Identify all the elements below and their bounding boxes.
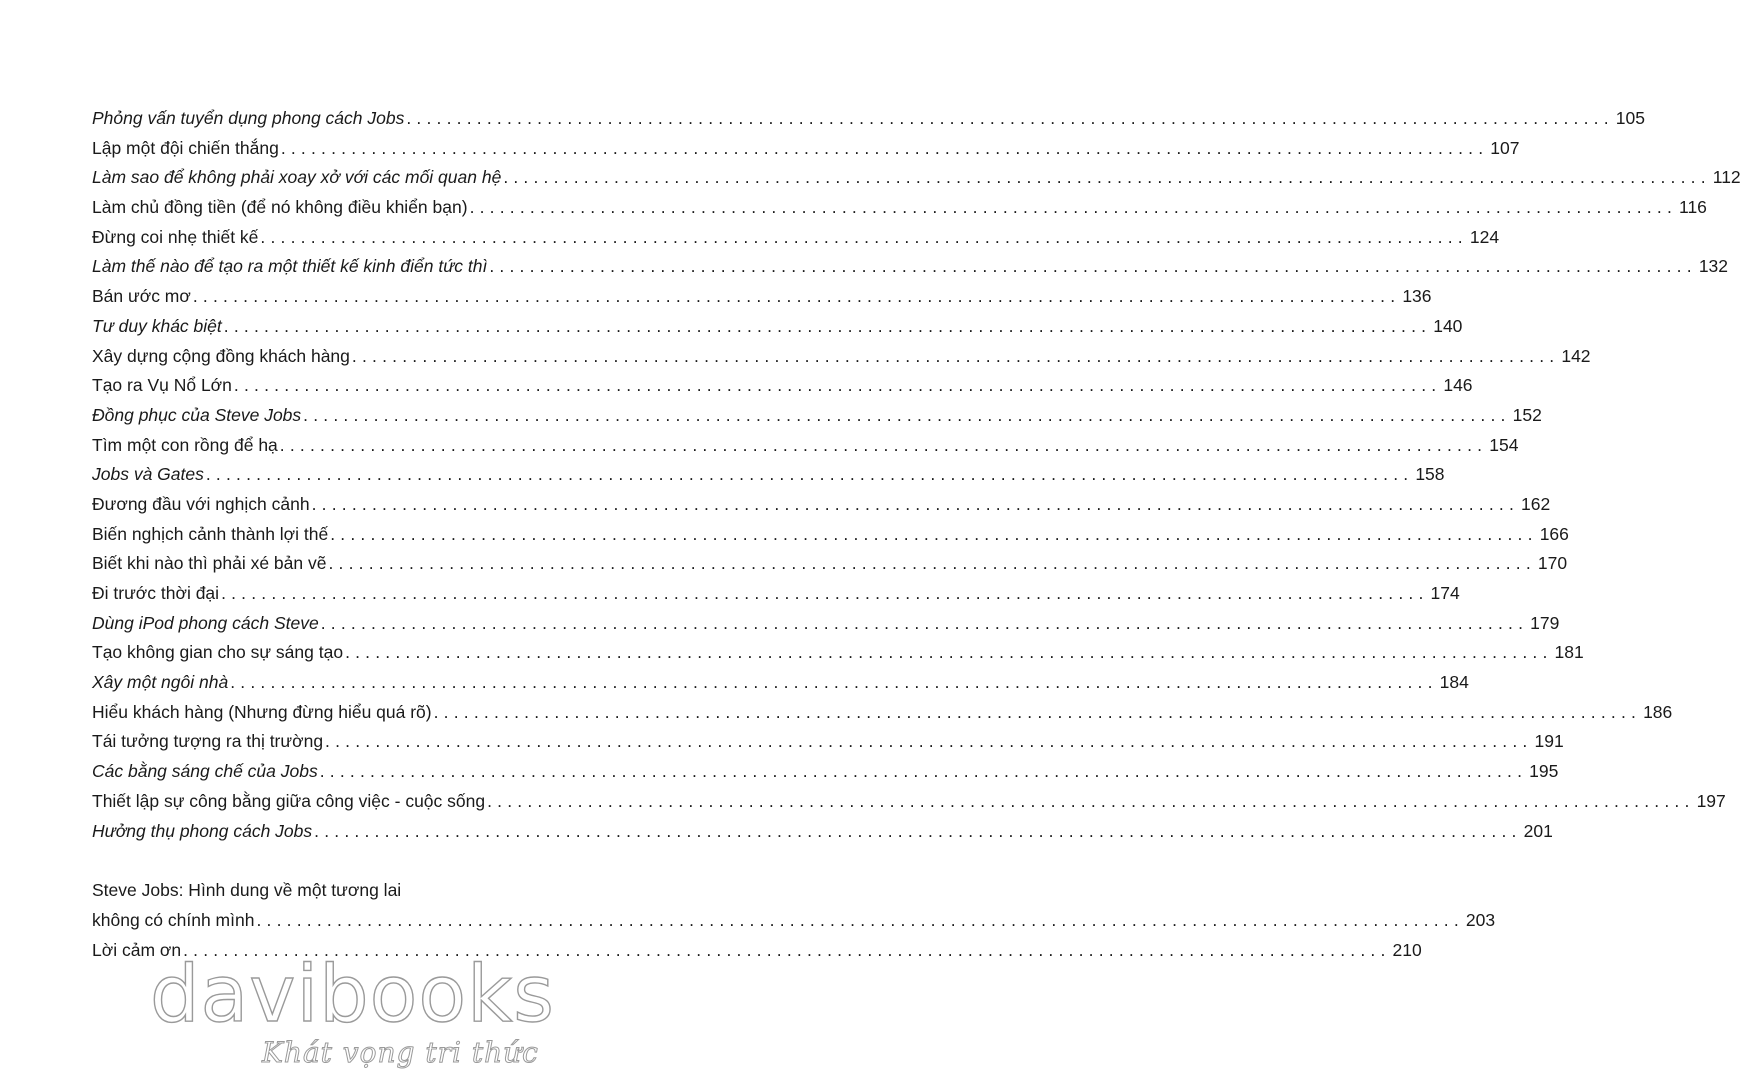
toc-entry xyxy=(92,371,1473,401)
toc-entry-title: Làm sao để không phải xoay xở với các mối quan hệ xyxy=(92,167,502,188)
toc-entry xyxy=(92,520,1569,550)
toc-page-number: 112 xyxy=(1712,167,1741,188)
toc-entry-title: Đồng phục của Steve Jobs xyxy=(92,404,302,425)
toc-entry xyxy=(92,282,1432,312)
toc-dot-leader: ........................................................................................................................ xyxy=(503,167,1711,188)
toc-entry-title: Các bằng sáng chế của Jobs xyxy=(92,761,318,782)
toc-entry-title: Phỏng vấn tuyển dụng phong cách Jobs xyxy=(92,108,405,128)
toc-dot-leader: ........................................................................................................................ xyxy=(221,583,1429,603)
toc-entry-title: Tư duy khác biệt xyxy=(92,315,222,336)
table-of-contents xyxy=(92,104,1741,965)
toc-entry-title: Đương đầu với nghịch cảnh xyxy=(92,493,310,514)
toc-entry-title: Hưởng thụ phong cách Jobs xyxy=(92,820,313,841)
toc-entry xyxy=(92,727,1564,757)
toc-dot-leader: ........................................................................................................................ xyxy=(469,197,1678,218)
toc-entry-title: Dùng iPod phong cách Steve xyxy=(92,612,319,633)
toc-page-number: 158 xyxy=(1415,464,1445,485)
toc-page-number: 181 xyxy=(1554,642,1584,663)
toc-entry xyxy=(92,698,1673,728)
toc-entry-title: Lập một đội chiến thắng xyxy=(92,137,279,158)
toc-entry-title: Jobs và Gates xyxy=(92,464,204,485)
toc-dot-leader: ........................................................................................................................ xyxy=(183,939,1391,960)
toc-entry xyxy=(92,342,1591,372)
toc-dot-leader: ........................................................................................................................ xyxy=(351,345,1560,366)
toc-entry xyxy=(92,757,1559,787)
toc-page-number: 107 xyxy=(1490,137,1520,158)
toc-dot-leader: ........................................................................................................................ xyxy=(487,790,1695,811)
toc-page-number: 146 xyxy=(1443,375,1473,396)
toc-dot-leader: ........................................................................................................................ xyxy=(192,286,1401,307)
toc-dot-leader: ........................................................................................................................ xyxy=(320,612,1529,633)
toc-page-number: 201 xyxy=(1523,820,1553,841)
toc-entries xyxy=(92,104,1741,846)
toc-entry xyxy=(92,431,1519,461)
watermark-brand: davibooks xyxy=(150,950,555,1040)
toc-page-number: 152 xyxy=(1512,404,1542,425)
toc-page-number: 179 xyxy=(1530,612,1560,633)
toc-dot-leader: ........................................................................................................................ xyxy=(260,226,1468,247)
toc-dot-leader: ........................................................................................................................ xyxy=(205,464,1414,485)
toc-page-number: 203 xyxy=(1465,909,1496,930)
toc-page-number: 170 xyxy=(1537,553,1568,574)
toc-dot-leader: ........................................................................................................................ xyxy=(325,731,1533,752)
toc-entry-title: Biết khi nào thì phải xé bản vẽ xyxy=(92,553,327,574)
toc-entry xyxy=(92,817,1553,847)
watermark-tagline: Khát vọng tri thức xyxy=(262,1036,539,1069)
toc-entry-title: Lời cảm ơn xyxy=(92,939,182,960)
toc-page-number: 116 xyxy=(1679,197,1707,218)
toc-dot-leader: ........................................................................................................................ xyxy=(319,761,1528,782)
toc-entry-title: Hiểu khách hàng (Nhưng đừng hiểu quá rõ) xyxy=(92,701,432,722)
toc-page-number: 184 xyxy=(1439,672,1469,693)
toc-entry xyxy=(92,163,1741,193)
toc-entry xyxy=(92,223,1500,253)
toc-entry-title: Tạo ra Vụ Nổ Lớn xyxy=(92,375,232,396)
toc-page-number: 154 xyxy=(1489,434,1519,455)
toc-dot-leader: ........................................................................................................................ xyxy=(230,672,1438,693)
toc-entry-title: Bán ước mơ xyxy=(92,286,191,307)
toc-page-number: 124 xyxy=(1469,226,1500,247)
toc-page-number: 105 xyxy=(1615,108,1645,128)
toc-entry xyxy=(92,401,1542,431)
toc-entry xyxy=(92,193,1707,223)
toc-dot-leader: ........................................................................................................................ xyxy=(314,820,1522,841)
toc-page-number: 136 xyxy=(1402,286,1432,307)
toc-page-number: 195 xyxy=(1529,761,1559,782)
toc-dot-leader: ........................................................................................................................ xyxy=(311,493,1520,514)
toc-dot-leader: ........................................................................................................................ xyxy=(233,375,1442,396)
toc-entry xyxy=(92,549,1568,579)
toc-page-number: 186 xyxy=(1643,701,1673,722)
toc-entry-title: Xây một ngôi nhà xyxy=(92,672,229,693)
toc-dot-leader: ........................................................................................................................ xyxy=(433,701,1642,722)
toc-entry xyxy=(92,134,1520,164)
toc-entry xyxy=(92,787,1726,817)
toc-entry-title: Tạo không gian cho sự sáng tạo xyxy=(92,642,344,663)
toc-entry-title: Biến nghịch cảnh thành lợi thế xyxy=(92,523,329,544)
toc-entry-title: Xây dựng cộng đồng khách hàng xyxy=(92,345,350,366)
toc-dot-leader: ........................................................................................................................ xyxy=(489,256,1697,277)
toc-page-number: 140 xyxy=(1433,315,1463,336)
section-gap xyxy=(92,846,588,876)
toc-dot-leader: ........................................................................................................................ xyxy=(406,108,1614,128)
toc-page-number: 210 xyxy=(1392,939,1422,960)
toc-entry xyxy=(92,668,1469,698)
toc-entry-title: Đi trước thời đại xyxy=(92,583,220,603)
toc-page-number: 166 xyxy=(1539,523,1569,544)
toc-dot-leader: ........................................................................................................................ xyxy=(330,523,1538,544)
toc-entry-title: Làm thế nào để tạo ra một thiết kế kinh điển tức thì xyxy=(92,256,488,277)
toc-page-number: 174 xyxy=(1430,583,1460,603)
toc-entry xyxy=(92,104,1645,134)
toc-dot-leader: ........................................................................................................................ xyxy=(303,404,1511,425)
toc-dot-leader: ........................................................................................................................ xyxy=(279,434,1488,455)
toc-dot-leader: ........................................................................................................................ xyxy=(280,137,1489,158)
toc-entry xyxy=(92,252,1729,282)
toc-entry xyxy=(92,579,1460,609)
toc-page-number: 142 xyxy=(1561,345,1591,366)
toc-entry xyxy=(92,312,1463,342)
toc-entry-title: Thiết lập sự công bằng giữa công việc - cuộc sống xyxy=(92,790,486,811)
toc-entry-title: không có chính mình xyxy=(92,909,255,930)
toc-entry xyxy=(92,906,1496,936)
toc-entry-title: Tìm một con rồng để hạ xyxy=(92,434,278,455)
toc-page-number: 191 xyxy=(1534,731,1564,752)
toc-page-number: 162 xyxy=(1521,493,1551,514)
toc-entry-title: Tái tưởng tượng ra thị trường xyxy=(92,731,324,752)
toc-dot-leader: ........................................................................................................................ xyxy=(256,909,1464,930)
toc-dot-leader: ........................................................................................................................ xyxy=(328,553,1536,574)
toc-entry xyxy=(92,638,1584,668)
toc-dot-leader: ........................................................................................................................ xyxy=(223,315,1432,336)
toc-entry-title: Đừng coi nhẹ thiết kế xyxy=(92,226,259,247)
toc-page-number: 197 xyxy=(1696,790,1726,811)
toc-entry xyxy=(92,490,1551,520)
toc-entry xyxy=(92,609,1560,639)
toc-entry xyxy=(92,460,1445,490)
toc-entry-title: Làm chủ đồng tiền (để nó không điều khiển bạn) xyxy=(92,197,468,218)
toc-heading-final: Steve Jobs: Hình dung về một tương lai xyxy=(92,880,402,901)
toc-page-number: 132 xyxy=(1698,256,1729,277)
toc-dot-leader: ........................................................................................................................ xyxy=(345,642,1553,663)
